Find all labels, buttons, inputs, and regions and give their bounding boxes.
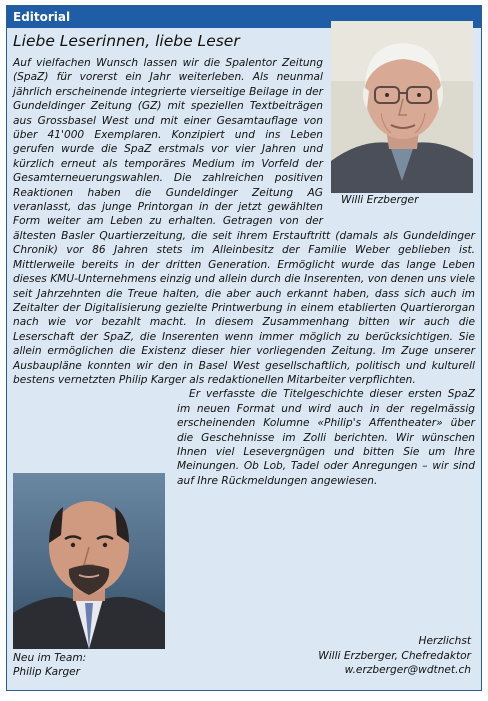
paragraph-2: Er verfasste die Titelgeschichte dieser ersten SpaZ im neuen Format und wird auch in der regelmässig erscheinenden Kolumne «Philip's Affentheater» über die Geschehnisse im Zolli berichten. Wir wünschen Ihnen viel Lesevergnügen und bitten Sie um Ihre Meinungen. Ob Lob, Tadel oder Anregungen – wir sind auf Ihre Rückmeldungen angewiesen. xyxy=(177,388,475,487)
editorial-box xyxy=(6,5,482,691)
photo-spacer-left xyxy=(13,387,169,605)
photo-caption-karger xyxy=(13,651,86,679)
signature-block xyxy=(318,634,471,678)
editorial-body xyxy=(13,56,475,631)
paragraph-1: Auf vielfachen Wunsch lassen wir die Spalentor Zeitung (SpaZ) für vorerst ein Jahr weiterleben. Als neunmal jährlich erscheinende integrierte vierseitige Beilage in der Gundeldinger Zeitung (GZ) mit speziellen Textbeiträgen aus Grossbasel West und mit einer Gesamtauflage von über 41'000 Exemplaren. Konzipiert und ins Leben gerufen wurde die SpaZ erstmals vor vier Jahren und kürzlich erneut als temporäres Medium im Vorfeld der Gesamterneuerungswahlen. Die zahlreichen positiven Reaktionen haben die Gundeldinger Zeitung AG veranlasst, das junge Printorgan in der jetzt gewählten Form weiter am Leben zu erhalten. Getragen von der ältesten Basler Quartierzeitung, die seit ihrem Erstauftritt (damals als Gundeldinger Chronik) vor 86 Jahren stets im Alleinbesitz der Familie Weber geblieben ist. Mittlerweile bereits in der dritten Generation. Ermöglicht wurde das lange Leben dieses KMU-Unternehmens einzig und allein durch die Inserenten, von denen uns viele seit Jahrzehnten die Treue halten, die aber auch erkannt haben, dass sich auch im Zeitalter der Digitalisierung gezielte Printwerbung in einem etablierten Quartierorgan nach wie vor bezahlt macht. In diesem Zusammenhang bitten wir auch die Leserschaft der SpaZ, die Inserenten wenn immer möglich zu berücksichtigen. Sie allein ermöglichen die Existenz dieser hier vorliegenden Zeitung. Im Zuge unserer Ausbaupläne konnten wir den in Basel West gesellschaftlich, politisch und kulturell bestens vernetzten Philip Karger als redaktionellen Mitarbeiter verpflichten. xyxy=(13,56,475,387)
signature-closing: Herzlichst xyxy=(418,635,471,647)
headline: Liebe Leserinnen, liebe Leser xyxy=(13,32,240,50)
photo-spacer-right xyxy=(331,56,475,224)
caption-karger-line-2: Philip Karger xyxy=(13,666,81,678)
signature-email: w.erzberger@wdtnet.ch xyxy=(344,664,471,676)
section-label: Editorial xyxy=(7,6,481,28)
signature-name: Willi Erzberger, Chefredaktor xyxy=(318,649,471,662)
photo-caption-erzberger: Willi Erzberger xyxy=(341,194,419,206)
caption-karger-line-1: Neu im Team: xyxy=(13,652,87,664)
